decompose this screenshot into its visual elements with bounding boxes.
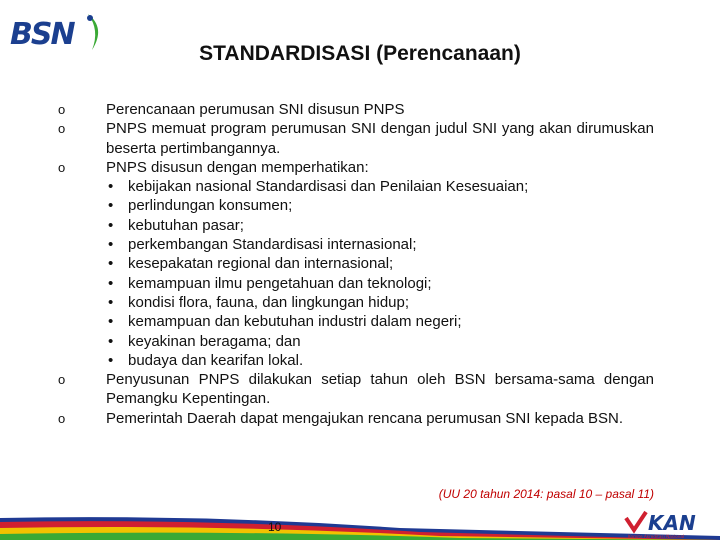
- sub-list-item-text: perlindungan konsumen;: [128, 197, 293, 215]
- list-item: [58, 119, 654, 158]
- sub-list-item-text: keyakinan beragama; dan: [128, 332, 301, 350]
- list-item-text: Penyusunan PNPS dilakukan setiap tahun oleh BSN bersama-sama dengan Pemangku Kepentingan.: [106, 371, 654, 408]
- legal-citation: (UU 20 tahun 2014: pasal 10 – pasal 11): [438, 487, 654, 501]
- sub-list-item: [106, 332, 654, 351]
- list-marker: o: [58, 410, 66, 426]
- sub-list-item: [106, 293, 654, 312]
- sub-list-item: [106, 196, 654, 215]
- sub-list-item-text: kondisi flora, fauna, dan lingkungan hidup;: [128, 293, 410, 311]
- bullet-icon: •: [108, 293, 114, 311]
- list-item-text: Pemerintah Daerah dapat mengajukan rencana perumusan SNI kepada BSN.: [106, 409, 623, 427]
- bullet-icon: •: [108, 274, 114, 292]
- sub-list-item: [106, 351, 654, 370]
- list-item: [58, 158, 654, 370]
- bullet-icon: •: [108, 313, 114, 331]
- sub-list-item: [106, 254, 654, 273]
- list-item-text: PNPS disusun dengan memperhatikan:: [106, 158, 369, 176]
- bullet-icon: •: [108, 216, 114, 234]
- kan-logo-text: KAN: [648, 511, 696, 535]
- list-item-body: [106, 158, 654, 370]
- bullet-icon: •: [108, 255, 114, 273]
- sub-list-item-text: kebutuhan pasar;: [128, 216, 244, 234]
- kan-logo: [622, 508, 712, 540]
- bsn-logo-dot: [87, 15, 93, 21]
- sub-list-item: [106, 274, 654, 293]
- bullet-icon: •: [108, 351, 114, 369]
- sub-list-item-text: kesepakatan regional dan internasional;: [128, 255, 394, 273]
- kan-logo-subtitle: Komite Akreditasi Nasional: [628, 534, 685, 539]
- sub-list-item: [106, 235, 654, 254]
- slide-title: STANDARDISASI (Perencanaan): [199, 42, 521, 65]
- sub-list-item-text: kebijakan nasional Standardisasi dan Penilaian Kesesuaian;: [128, 178, 529, 196]
- list-marker: o: [58, 159, 66, 175]
- kan-logo-check: [626, 512, 646, 530]
- sub-list-item-text: perkembangan Standardisasi internasional;: [128, 236, 417, 254]
- page-number: 10: [268, 520, 282, 534]
- bsn-logo-text: BSN: [10, 17, 74, 52]
- sub-list-item: [106, 177, 654, 196]
- list-item-text: Perencanaan perumusan SNI disusun PNPS: [106, 101, 405, 118]
- sub-list-item: [106, 312, 654, 331]
- bullet-icon: •: [108, 178, 114, 196]
- list-item: [58, 370, 654, 409]
- sub-list-item-text: budaya dan kearifan lokal.: [128, 351, 304, 369]
- list-marker: o: [58, 102, 66, 117]
- sub-list-item-text: kemampuan dan kebutuhan industri dalam negeri;: [128, 313, 462, 331]
- bullet-icon: •: [108, 197, 114, 215]
- list-marker: o: [58, 372, 66, 388]
- bullet-icon: •: [108, 236, 114, 254]
- list-item: [58, 100, 654, 119]
- sub-list-item-text: kemampuan ilmu pengetahuan dan teknologi;: [128, 274, 432, 292]
- list-item: [58, 409, 654, 428]
- list-marker: o: [58, 121, 66, 137]
- footer-decoration: [0, 512, 720, 540]
- list-item-text: PNPS memuat program perumusan SNI dengan judul SNI yang akan dirumuskan beserta pertimbangannya.: [106, 120, 654, 157]
- bullet-icon: •: [108, 332, 114, 350]
- sub-list-item: [106, 216, 654, 235]
- content-list: [58, 100, 654, 428]
- sub-list: [106, 177, 654, 370]
